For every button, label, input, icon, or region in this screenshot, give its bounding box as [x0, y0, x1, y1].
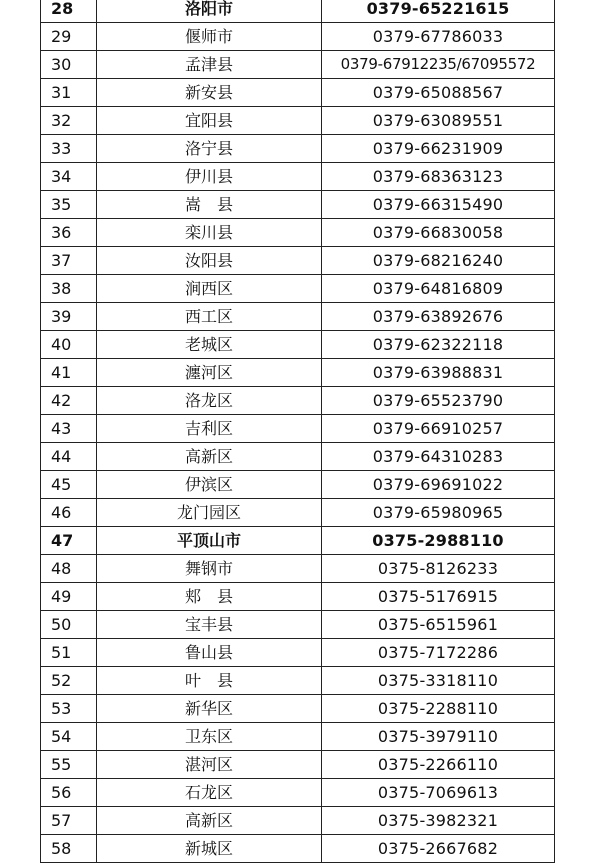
- table-row: [41, 79, 555, 107]
- table-row: [41, 23, 555, 51]
- region-name-cell: 舞钢市: [97, 555, 322, 583]
- region-name-cell: 新华区: [97, 695, 322, 723]
- phone-number-cell: 0379-65523790: [322, 387, 555, 415]
- table-row: [41, 555, 555, 583]
- table-row: [41, 499, 555, 527]
- phone-number-cell: 0379-65221615: [322, 0, 555, 23]
- table-row: [41, 471, 555, 499]
- phone-number-cell: 0379-67786033: [322, 23, 555, 51]
- region-name-cell: 高新区: [97, 443, 322, 471]
- row-number-cell: 43: [41, 415, 97, 443]
- phone-number-cell: 0375-3318110: [322, 667, 555, 695]
- region-name-cell: 栾川县: [97, 219, 322, 247]
- table-row: [41, 751, 555, 779]
- row-number-cell: 31: [41, 79, 97, 107]
- region-name-cell: 偃师市: [97, 23, 322, 51]
- phone-number-cell: 0379-67912235/67095572: [322, 51, 555, 79]
- region-name-cell: 洛宁县: [97, 135, 322, 163]
- row-number-cell: 58: [41, 835, 97, 863]
- table-row: [41, 303, 555, 331]
- phone-number-cell: 0375-2988110: [322, 527, 555, 555]
- table-row: [41, 583, 555, 611]
- region-name-cell: 新城区: [97, 835, 322, 863]
- phone-number-cell: 0379-66830058: [322, 219, 555, 247]
- region-name-cell: 龙门园区: [97, 499, 322, 527]
- phone-number-cell: 0375-7069613: [322, 779, 555, 807]
- row-number-cell: 44: [41, 443, 97, 471]
- table-row: [41, 331, 555, 359]
- contact-table: [40, 0, 555, 863]
- table-row: [41, 359, 555, 387]
- table-row-city-header: [41, 0, 555, 23]
- row-number-cell: 36: [41, 219, 97, 247]
- phone-number-cell: 0379-68363123: [322, 163, 555, 191]
- region-name-cell: 湛河区: [97, 751, 322, 779]
- table-row: [41, 387, 555, 415]
- phone-number-cell: 0375-3982321: [322, 807, 555, 835]
- region-name-cell: 涧西区: [97, 275, 322, 303]
- row-number-cell: 51: [41, 639, 97, 667]
- region-name-cell: 洛龙区: [97, 387, 322, 415]
- row-number-cell: 57: [41, 807, 97, 835]
- table-row: [41, 415, 555, 443]
- row-number-cell: 34: [41, 163, 97, 191]
- phone-number-cell: 0379-66231909: [322, 135, 555, 163]
- phone-number-cell: 0379-66315490: [322, 191, 555, 219]
- region-name-cell: 鲁山县: [97, 639, 322, 667]
- region-name-cell: 瀍河区: [97, 359, 322, 387]
- table-row: [41, 51, 555, 79]
- table-row: [41, 191, 555, 219]
- region-name-cell: 洛阳市: [97, 0, 322, 23]
- region-name-cell: 新安县: [97, 79, 322, 107]
- table-row: [41, 667, 555, 695]
- table-row: [41, 107, 555, 135]
- region-name-cell: 石龙区: [97, 779, 322, 807]
- contact-table-container: [40, 0, 552, 863]
- phone-number-cell: 0379-68216240: [322, 247, 555, 275]
- row-number-cell: 48: [41, 555, 97, 583]
- region-name-cell: 吉利区: [97, 415, 322, 443]
- row-number-cell: 54: [41, 723, 97, 751]
- phone-number-cell: 0379-62322118: [322, 331, 555, 359]
- phone-number-cell: 0379-64310283: [322, 443, 555, 471]
- row-number-cell: 30: [41, 51, 97, 79]
- phone-number-cell: 0375-6515961: [322, 611, 555, 639]
- row-number-cell: 28: [41, 0, 97, 23]
- row-number-cell: 52: [41, 667, 97, 695]
- region-name-cell: 汝阳县: [97, 247, 322, 275]
- table-row: [41, 807, 555, 835]
- row-number-cell: 32: [41, 107, 97, 135]
- region-name-cell: 嵩 县: [97, 191, 322, 219]
- row-number-cell: 33: [41, 135, 97, 163]
- row-number-cell: 40: [41, 331, 97, 359]
- table-row: [41, 275, 555, 303]
- row-number-cell: 39: [41, 303, 97, 331]
- row-number-cell: 41: [41, 359, 97, 387]
- table-row: [41, 723, 555, 751]
- row-number-cell: 53: [41, 695, 97, 723]
- row-number-cell: 56: [41, 779, 97, 807]
- table-row: [41, 219, 555, 247]
- region-name-cell: 老城区: [97, 331, 322, 359]
- phone-number-cell: 0375-2288110: [322, 695, 555, 723]
- row-number-cell: 35: [41, 191, 97, 219]
- table-row: [41, 247, 555, 275]
- region-name-cell: 伊川县: [97, 163, 322, 191]
- table-row: [41, 639, 555, 667]
- table-row: [41, 779, 555, 807]
- phone-number-cell: 0379-65088567: [322, 79, 555, 107]
- table-row-city-header: [41, 527, 555, 555]
- phone-number-cell: 0379-63089551: [322, 107, 555, 135]
- phone-number-cell: 0375-7172286: [322, 639, 555, 667]
- table-row: [41, 135, 555, 163]
- region-name-cell: 宜阳县: [97, 107, 322, 135]
- phone-number-cell: 0379-69691022: [322, 471, 555, 499]
- region-name-cell: 郏 县: [97, 583, 322, 611]
- row-number-cell: 37: [41, 247, 97, 275]
- phone-number-cell: 0379-64816809: [322, 275, 555, 303]
- row-number-cell: 49: [41, 583, 97, 611]
- region-name-cell: 卫东区: [97, 723, 322, 751]
- phone-number-cell: 0375-8126233: [322, 555, 555, 583]
- row-number-cell: 50: [41, 611, 97, 639]
- row-number-cell: 47: [41, 527, 97, 555]
- contact-table-body: [41, 0, 555, 863]
- table-row: [41, 443, 555, 471]
- row-number-cell: 45: [41, 471, 97, 499]
- phone-number-cell: 0379-63988831: [322, 359, 555, 387]
- row-number-cell: 29: [41, 23, 97, 51]
- region-name-cell: 伊滨区: [97, 471, 322, 499]
- phone-number-cell: 0375-5176915: [322, 583, 555, 611]
- phone-number-cell: 0375-2266110: [322, 751, 555, 779]
- phone-number-cell: 0375-2667682: [322, 835, 555, 863]
- row-number-cell: 42: [41, 387, 97, 415]
- phone-number-cell: 0379-66910257: [322, 415, 555, 443]
- region-name-cell: 西工区: [97, 303, 322, 331]
- phone-number-cell: 0375-3979110: [322, 723, 555, 751]
- region-name-cell: 叶 县: [97, 667, 322, 695]
- table-row: [41, 695, 555, 723]
- row-number-cell: 38: [41, 275, 97, 303]
- row-number-cell: 46: [41, 499, 97, 527]
- table-row: [41, 163, 555, 191]
- region-name-cell: 平顶山市: [97, 527, 322, 555]
- region-name-cell: 高新区: [97, 807, 322, 835]
- table-row: [41, 611, 555, 639]
- phone-number-cell: 0379-65980965: [322, 499, 555, 527]
- region-name-cell: 孟津县: [97, 51, 322, 79]
- row-number-cell: 55: [41, 751, 97, 779]
- phone-number-cell: 0379-63892676: [322, 303, 555, 331]
- table-row: [41, 835, 555, 863]
- region-name-cell: 宝丰县: [97, 611, 322, 639]
